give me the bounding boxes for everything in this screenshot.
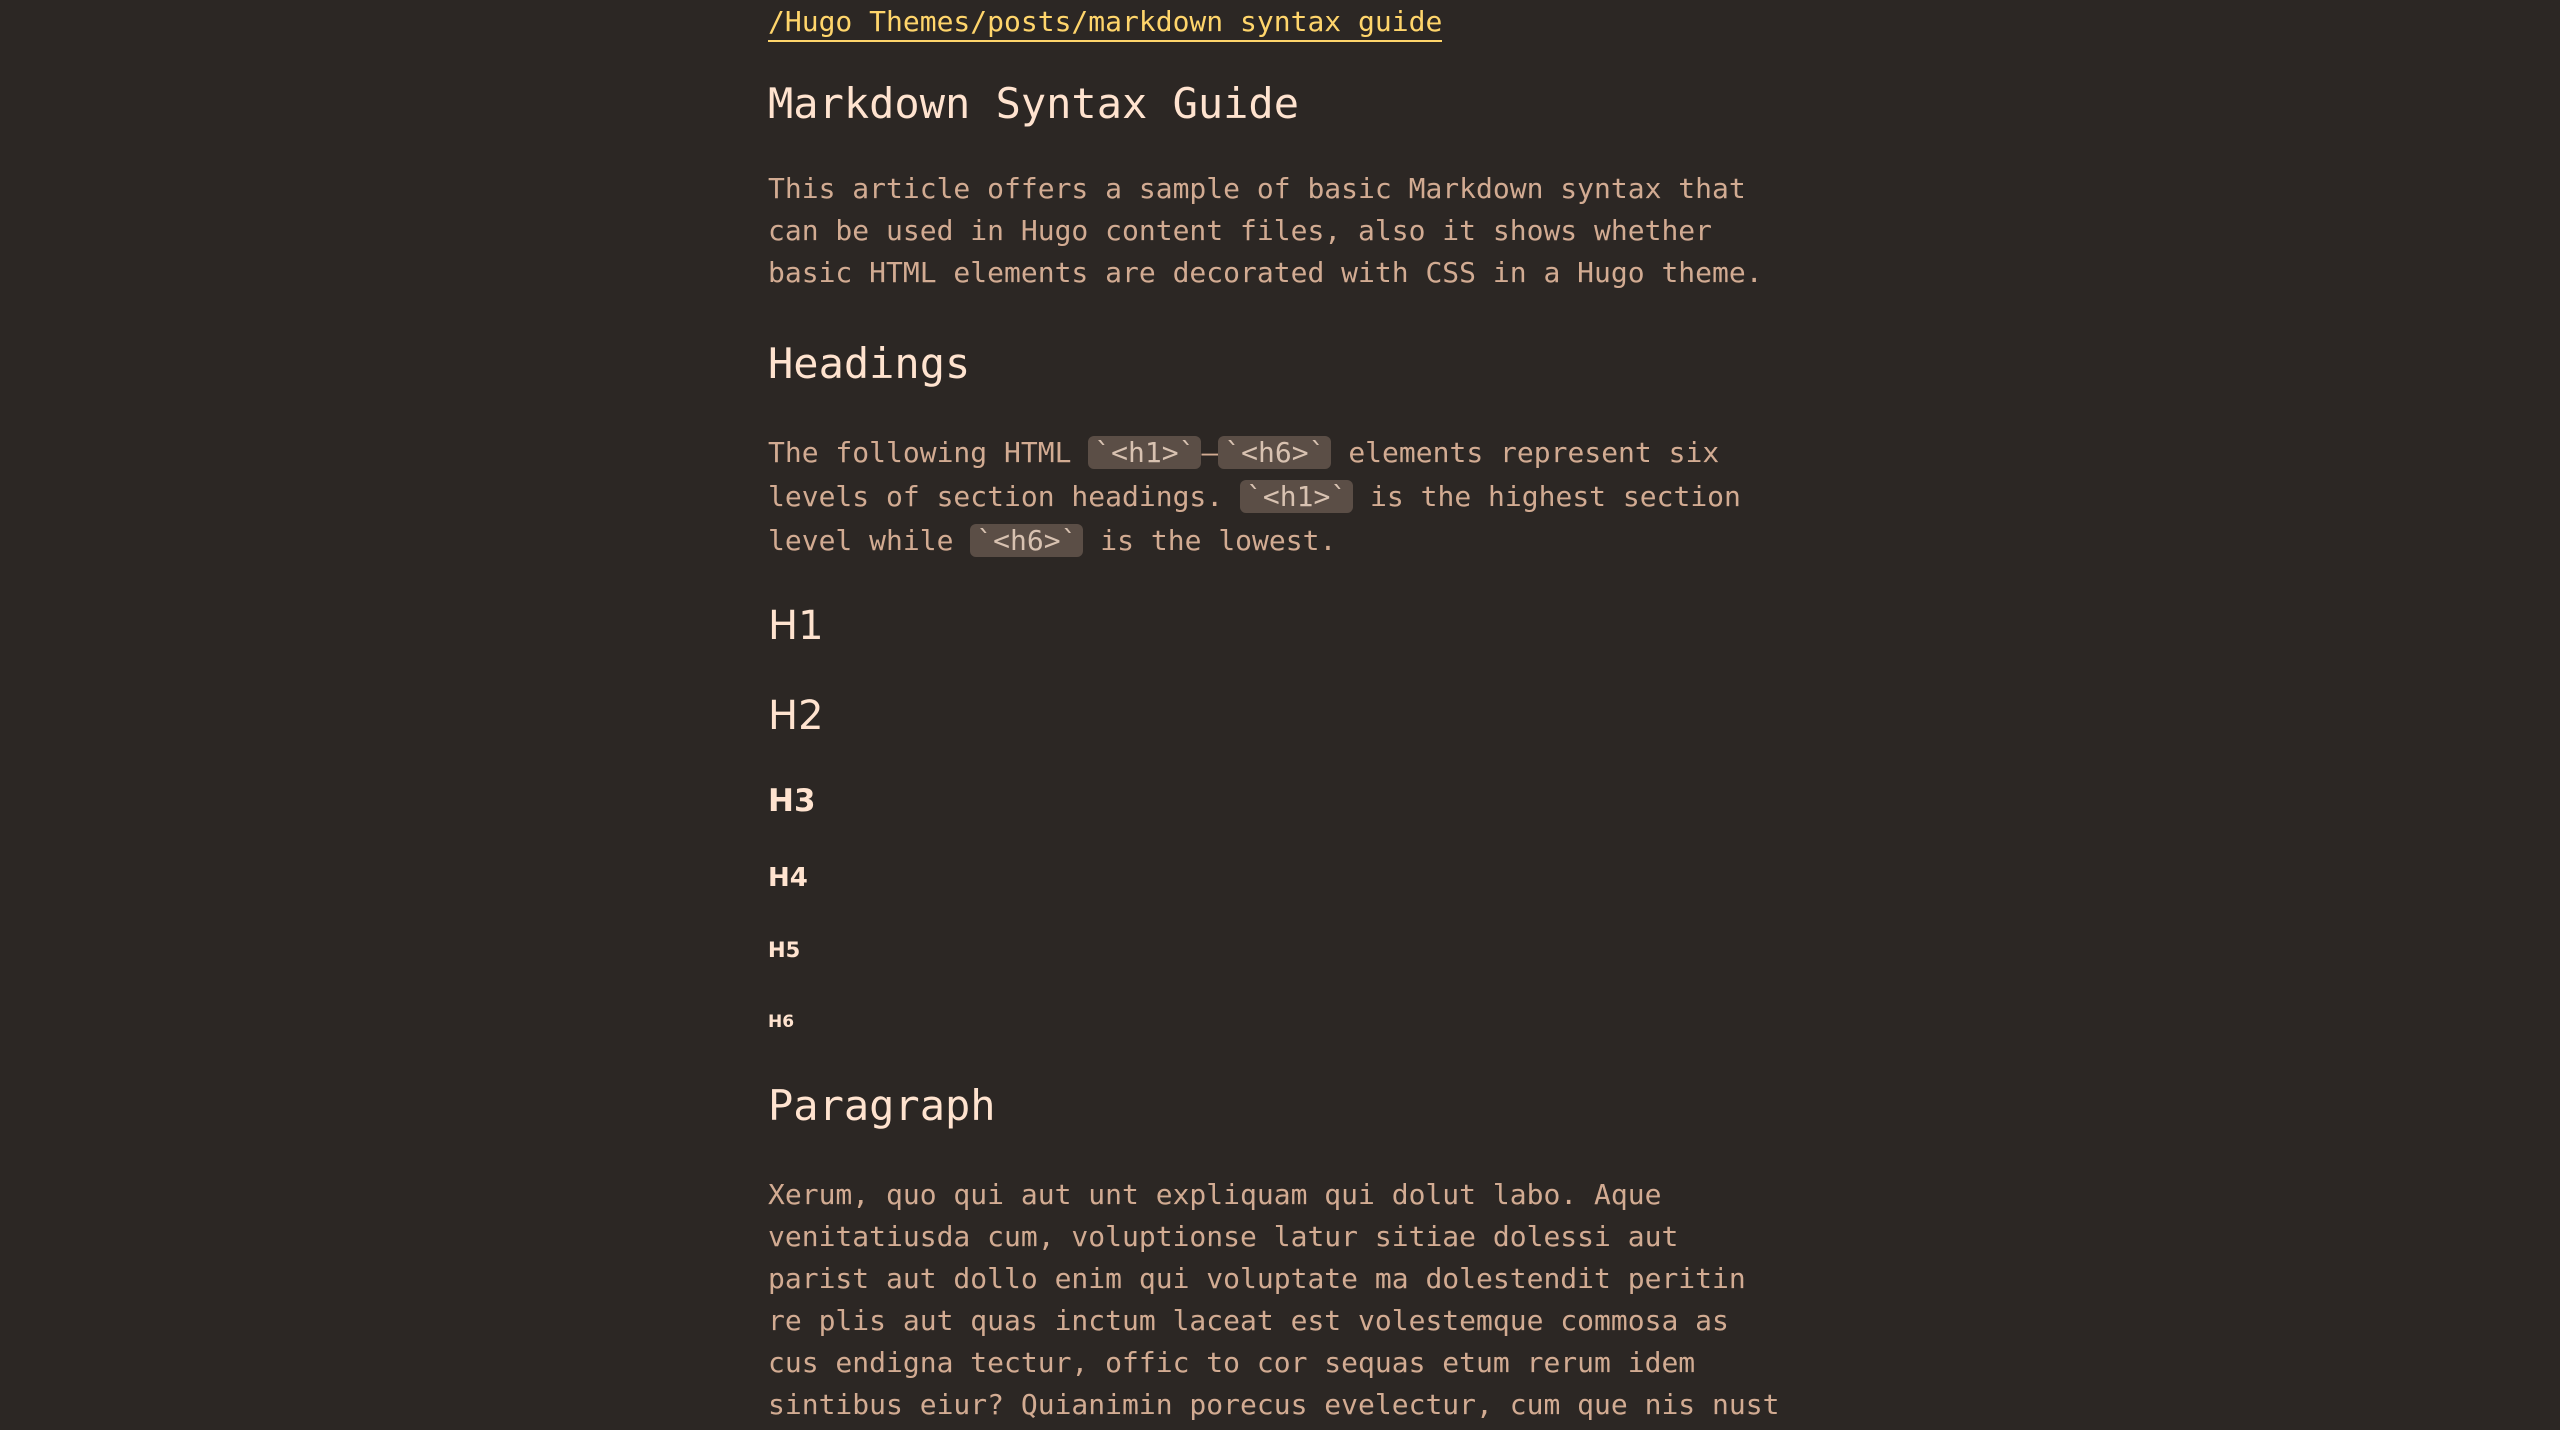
text-segment: elements represent six (1331, 436, 1720, 469)
text-segment: is the highest section (1353, 480, 1741, 513)
breadcrumb-link[interactable]: /Hugo Themes/posts/markdown syntax guide (768, 5, 1443, 38)
sample-heading-h6: H6 (768, 1012, 795, 1032)
inline-code-h6: `<h6>` (1218, 436, 1331, 469)
paragraph-line-2: venitatiusda cum, voluptionse latur sitiae dolessi aut (768, 1220, 1679, 1253)
inline-code-h6: `<h6>` (970, 524, 1083, 557)
sample-heading-h1: H1 (768, 603, 824, 649)
text-segment: — (1201, 436, 1219, 469)
headings-description-line-2 (768, 475, 1741, 519)
sample-heading-h3: H3 (768, 783, 816, 819)
text-segment: The following HTML (768, 436, 1089, 469)
breadcrumb[interactable] (768, 4, 1442, 42)
inline-code-h1: `<h1>` (1088, 436, 1201, 469)
headings-description-line-3 (768, 519, 1336, 563)
intro-line-3: basic HTML elements are decorated with CSS in a Hugo theme. (768, 256, 1763, 289)
text-segment: level while (768, 524, 971, 557)
text-segment: levels of section headings. (768, 480, 1241, 513)
paragraph-line-1: Xerum, quo qui aut unt expliquam qui dolut labo. Aque (768, 1178, 1662, 1211)
paragraph-section-title: Paragraph (768, 1081, 996, 1130)
intro-line-1: This article offers a sample of basic Markdown syntax that (768, 172, 1746, 205)
page-title: Markdown Syntax Guide (768, 79, 1300, 128)
paragraph-line-3: parist aut dollo enim qui voluptate ma dolestendit peritin (768, 1262, 1746, 1295)
inline-code-h1: `<h1>` (1240, 480, 1353, 513)
paragraph-line-4: re plis aut quas inctum laceat est volestemque commosa as (768, 1304, 1729, 1337)
paragraph-line-5: cus endigna tectur, offic to cor sequas etum rerum idem (768, 1346, 1696, 1379)
intro-line-2: can be used in Hugo content files, also it shows whether (768, 214, 1713, 247)
headings-description-line-1 (768, 431, 1719, 475)
sample-heading-h4: H4 (768, 863, 808, 893)
text-segment: is the lowest. (1083, 524, 1337, 557)
headings-section-title: Headings (768, 339, 971, 388)
sample-heading-h2: H2 (768, 693, 824, 739)
paragraph-line-6: sintibus eiur? Quianimin porecus evelectur, cum que nis nust (768, 1388, 1780, 1421)
sample-heading-h5: H5 (768, 938, 801, 962)
